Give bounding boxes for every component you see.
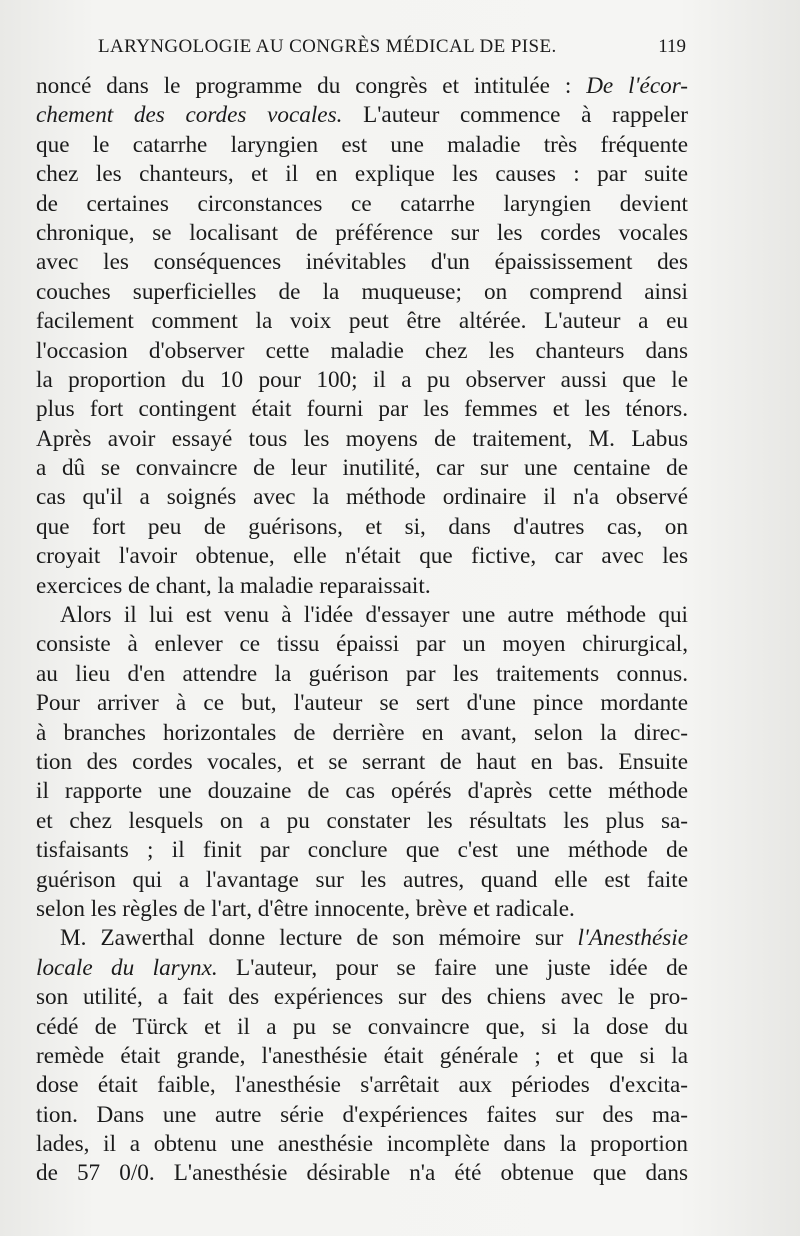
text-line <box>36 630 688 659</box>
text-line <box>36 190 688 219</box>
text-line <box>36 1130 688 1159</box>
text-segment: L'auteur, pour se faire une juste idée de <box>217 954 688 981</box>
text-segment: et chez lesquels on a pu constater les résultats les plus sa- <box>36 807 688 834</box>
running-head: LARYNGOLOGIE AU CONGRÈS MÉDICAL DE PISE. <box>98 36 557 57</box>
text-line <box>36 660 688 689</box>
text-line <box>36 836 688 865</box>
text-segment: chronique, se localisant de préférence sur les cordes vocales <box>36 219 688 246</box>
text-segment: L'auteur commence à rappeler <box>342 102 688 129</box>
text-line <box>36 72 688 101</box>
text-segment: cédé de Türck et il a pu se convaincre que, si la dose du <box>36 1013 688 1040</box>
text-segment: tisfaisants ; il finit par conclure que c'est une méthode de <box>36 837 688 864</box>
text-line <box>36 425 688 454</box>
italic-text: De l'écor- <box>586 73 688 99</box>
text-line <box>36 895 688 924</box>
text-line <box>36 131 688 160</box>
text-line <box>36 1101 688 1130</box>
text-segment: Alors il lui est venu à l'idée d'essayer une autre méthode qui <box>60 602 688 629</box>
body-text <box>36 72 688 1189</box>
text-segment: noncé dans le programme du congrès et intitulée : <box>36 73 587 99</box>
text-line <box>36 278 688 307</box>
text-line <box>36 101 688 130</box>
text-line <box>36 160 688 189</box>
text-line <box>36 307 688 336</box>
text-line <box>36 542 688 571</box>
text-segment: cas qu'il a soignés avec la méthode ordinaire il n'a observé <box>36 484 688 511</box>
text-line <box>36 219 688 248</box>
text-line <box>36 719 688 748</box>
page-number: 119 <box>658 36 686 57</box>
text-line <box>36 954 688 983</box>
text-segment: tion des cordes vocales, et se serrant de haut en bas. Ensuite <box>36 748 688 775</box>
text-segment: Pour arriver à ce but, l'auteur se sert d'une pince mordante <box>36 690 688 717</box>
text-segment: chez les chanteurs, et il en explique les causes : par suite <box>36 161 688 188</box>
text-line <box>36 807 688 836</box>
text-segment: plus fort contingent était fourni par les femmes et les ténors. <box>36 396 688 423</box>
italic-text: l'Anesthésie <box>577 925 688 952</box>
text-line <box>36 601 688 630</box>
text-line <box>36 337 688 366</box>
text-segment: l'occasion d'observer cette maladie chez les chanteurs dans <box>36 337 688 364</box>
text-line <box>36 366 688 395</box>
text-segment: croyait l'avoir obtenue, elle n'était que fictive, car avec les <box>36 543 688 570</box>
italic-text: chement des cordes vocales. <box>36 102 343 129</box>
text-segment: à branches horizontales de derrière en avant, selon la direc- <box>36 719 688 746</box>
text-segment: Après avoir essayé tous les moyens de traitement, M. Labus <box>36 425 688 452</box>
text-line <box>36 983 688 1012</box>
text-segment: de 57 0/0. L'anesthésie désirable n'a été obtenue que dans <box>36 1160 688 1187</box>
text-line <box>36 866 688 895</box>
text-segment: guérison qui a l'avantage sur les autres, quand elle est faite <box>36 866 688 893</box>
text-segment: selon les règles de l'art, d'être innocente, brève et radicale. <box>36 895 575 922</box>
text-line <box>36 748 688 777</box>
text-segment: a dû se convaincre de leur inutilité, car sur une centaine de <box>36 455 688 482</box>
text-segment: lades, il a obtenu une anesthésie incomplète dans la proportion <box>36 1131 688 1158</box>
text-line <box>36 1071 688 1100</box>
text-line <box>36 483 688 512</box>
text-line <box>36 513 688 542</box>
text-segment: tion. Dans une autre série d'expériences faites sur des ma- <box>36 1101 688 1128</box>
text-segment: il rapporte une douzaine de cas opérés d'après cette méthode <box>36 778 688 805</box>
text-line <box>36 1042 688 1071</box>
text-segment: consiste à enlever ce tissu épaissi par un moyen chirurgical, <box>36 631 688 658</box>
text-segment: dose était faible, l'anesthésie s'arrêtait aux périodes d'excita- <box>36 1072 688 1099</box>
text-segment: exercices de chant, la maladie reparaissait. <box>36 572 431 599</box>
text-line <box>36 924 688 953</box>
text-line <box>36 1013 688 1042</box>
text-segment: facilement comment la voix peut être altérée. L'auteur a eu <box>36 308 688 335</box>
text-line <box>36 248 688 277</box>
text-segment: que fort peu de guérisons, et si, dans d'autres cas, on <box>36 513 688 540</box>
text-segment: de certaines circonstances ce catarrhe laryngien devient <box>36 190 688 217</box>
italic-text: locale du larynx. <box>36 954 218 981</box>
text-line <box>36 777 688 806</box>
text-segment: remède était grande, l'anesthésie était générale ; et que si la <box>36 1042 688 1069</box>
text-segment: au lieu d'en attendre la guérison par les traitements connus. <box>36 660 688 687</box>
text-line <box>36 572 688 601</box>
text-segment: la proportion du 10 pour 100; il a pu observer aussi que le <box>36 366 688 393</box>
page-header <box>98 36 686 62</box>
text-line <box>36 1159 688 1188</box>
text-segment: M. Zawerthal donne lecture de son mémoire sur <box>60 925 578 952</box>
text-line <box>36 395 688 424</box>
text-segment: avec les conséquences inévitables d'un épaississement des <box>36 249 688 276</box>
text-line <box>36 454 688 483</box>
text-line <box>36 689 688 718</box>
text-segment: que le catarrhe laryngien est une maladie très fréquente <box>36 131 688 158</box>
text-segment: couches superficielles de la muqueuse; on comprend ainsi <box>36 278 688 305</box>
text-segment: son utilité, a fait des expériences sur des chiens avec le pro- <box>36 984 688 1011</box>
